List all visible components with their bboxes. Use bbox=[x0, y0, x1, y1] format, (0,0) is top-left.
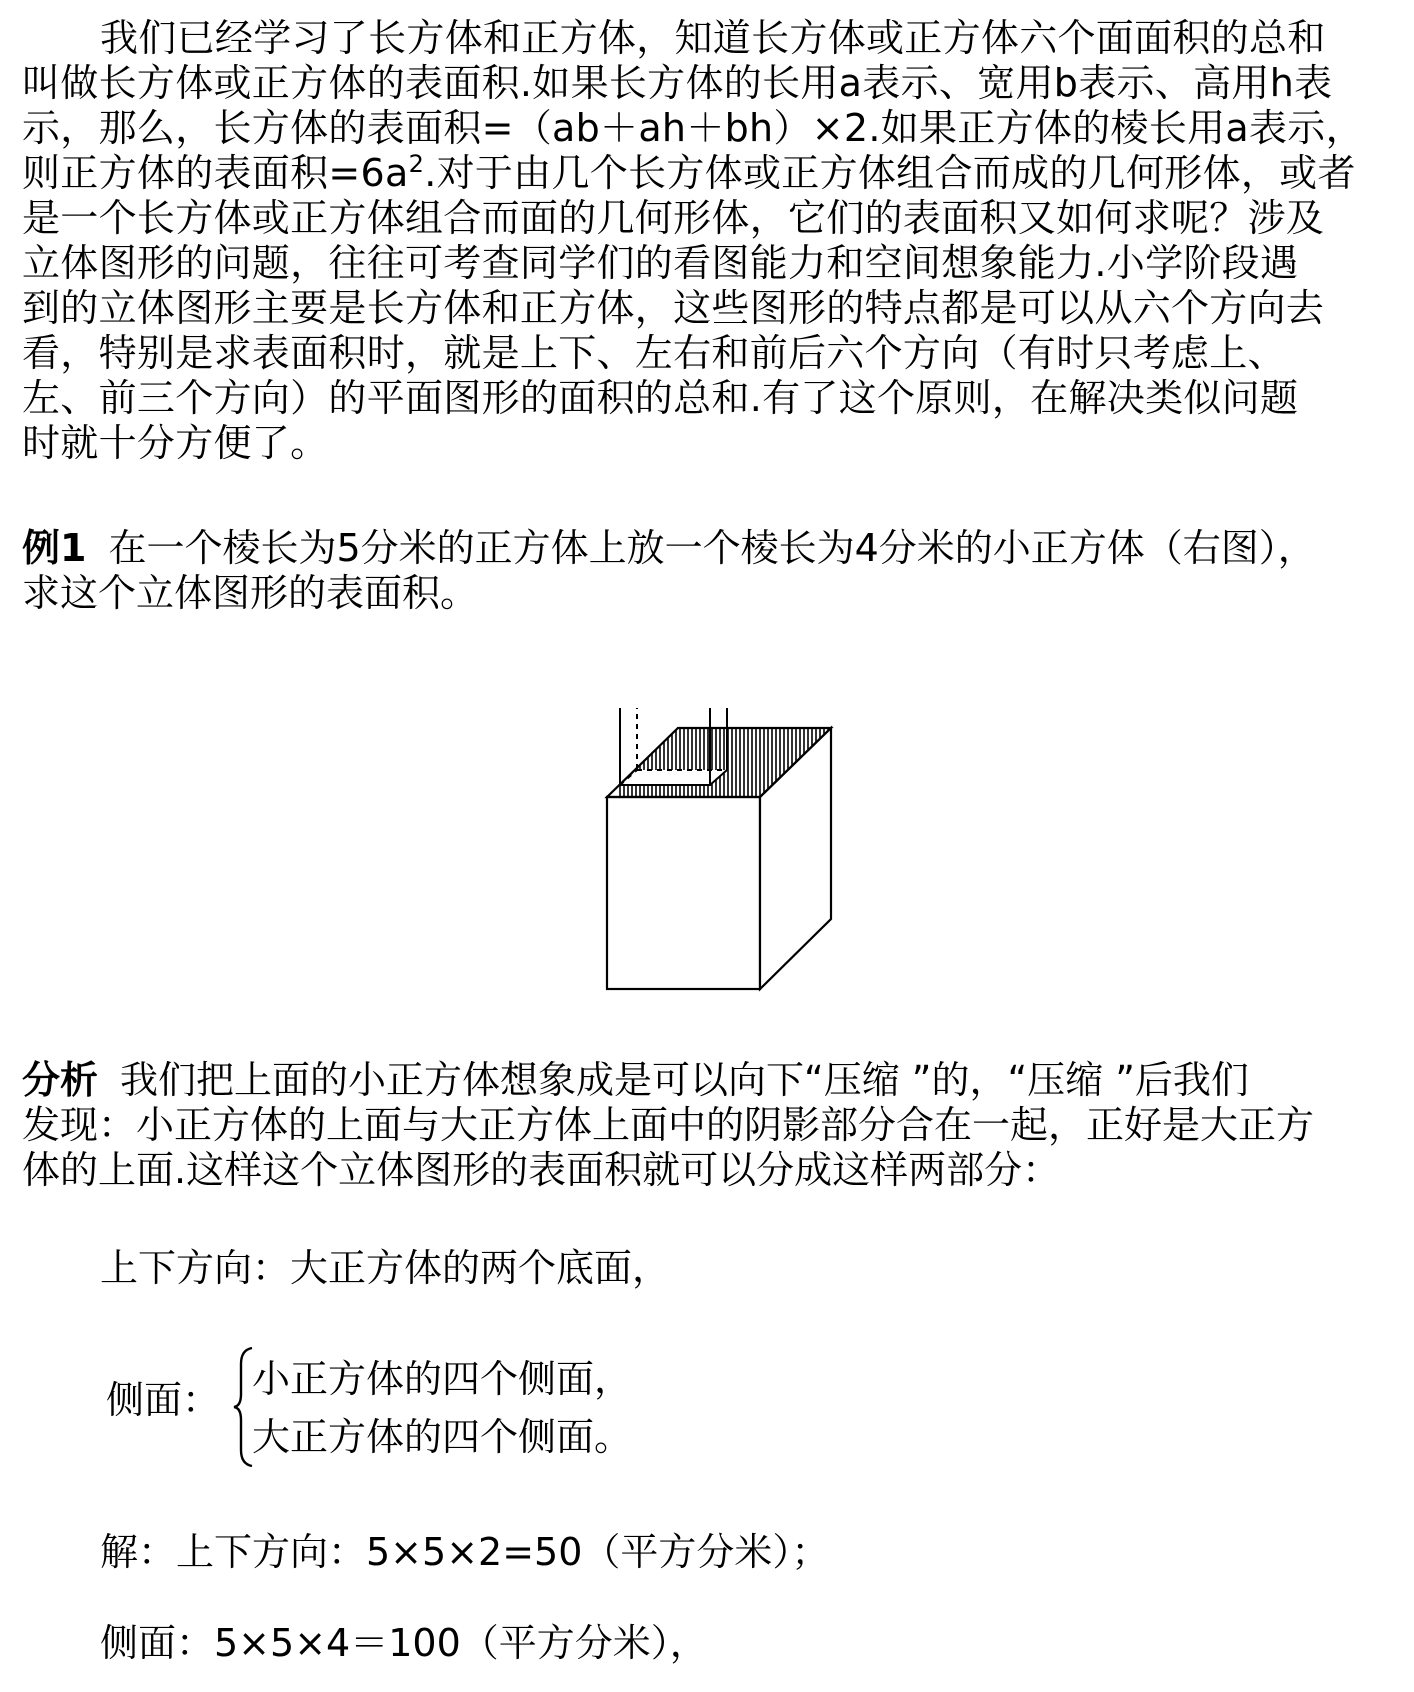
example-label: 例1 bbox=[22, 526, 87, 570]
intro-line bbox=[22, 151, 1402, 196]
example-line: 求这个立体图形的表面积。 bbox=[22, 571, 479, 615]
intro-line: 叫做长方体或正方体的表面积.如果长方体的长用a表示、宽用b表示、高用h表 bbox=[22, 61, 1333, 105]
sides-label: 侧面： bbox=[106, 1378, 221, 1422]
intro-line: 是一个长方体或正方体组合而面的几何形体，它们的表面积又如何求呢？涉及 bbox=[22, 196, 1325, 240]
top-bottom-part: 上下方向：大正方体的两个底面， bbox=[100, 1246, 671, 1290]
solution-line-2: 侧面：5×5×4＝100（平方分米）， bbox=[100, 1621, 708, 1665]
analysis-line bbox=[22, 1058, 1314, 1103]
analysis-line: 体的上面.这样这个立体图形的表面积就可以分成这样两部分： bbox=[22, 1148, 1061, 1192]
intro-paragraph bbox=[22, 16, 1402, 466]
intro-text: .对于由几个长方体或正方体组合而成的几何形体，或者 bbox=[424, 151, 1356, 195]
analysis-text: 我们把上面的小正方体想象成是可以向下“压缩 ”的，“压缩 ”后我们 bbox=[120, 1058, 1249, 1102]
analysis-line: 发现：小正方体的上面与大正方体上面中的阴影部分合在一起，正好是大正方 bbox=[22, 1103, 1315, 1147]
intro-line: 示，那么，长方体的表面积=（ab＋ah＋bh）×2.如果正方体的棱长用a表示， bbox=[22, 106, 1364, 150]
intro-line: 我们已经学习了长方体和正方体，知道长方体或正方体六个面面积的总和 bbox=[100, 16, 1326, 60]
example-line bbox=[22, 526, 1316, 571]
intro-text: 则正方体的表面积=6a bbox=[22, 151, 409, 195]
analysis-section bbox=[22, 1058, 1314, 1193]
example-text: 在一个棱长为5分米的正方体上放一个棱长为4分米的小正方体（右图）， bbox=[108, 526, 1316, 570]
sides-list bbox=[252, 1350, 632, 1466]
intro-line: 左、前三个方向）的平面图形的面积的总和.有了这个原则，在解决类似问题 bbox=[22, 376, 1299, 420]
intro-line: 到的立体图形主要是长方体和正方体，这些图形的特点都是可以从六个方向去 bbox=[22, 286, 1325, 330]
intro-line: 立体图形的问题，往往可考查同学们的看图能力和空间想象能力.小学阶段遇 bbox=[22, 241, 1299, 285]
sides-item: 小正方体的四个侧面， bbox=[252, 1357, 633, 1401]
intro-line: 时就十分方便了。 bbox=[22, 421, 329, 465]
intro-line: 看，特别是求表面积时，就是上下、左右和前后六个方向（有时只考虑上、 bbox=[22, 331, 1286, 375]
analysis-label: 分析 bbox=[22, 1058, 99, 1102]
big-cube-side-face bbox=[760, 728, 831, 989]
solution-line-1: 解：上下方向：5×5×2=50（平方分米）； bbox=[100, 1530, 830, 1574]
exponent: 2 bbox=[408, 150, 425, 178]
example-1 bbox=[22, 526, 1316, 616]
cube-stack-figure bbox=[600, 708, 840, 1008]
sides-item: 大正方体的四个侧面。 bbox=[252, 1415, 633, 1459]
big-cube-front-face bbox=[607, 797, 760, 989]
